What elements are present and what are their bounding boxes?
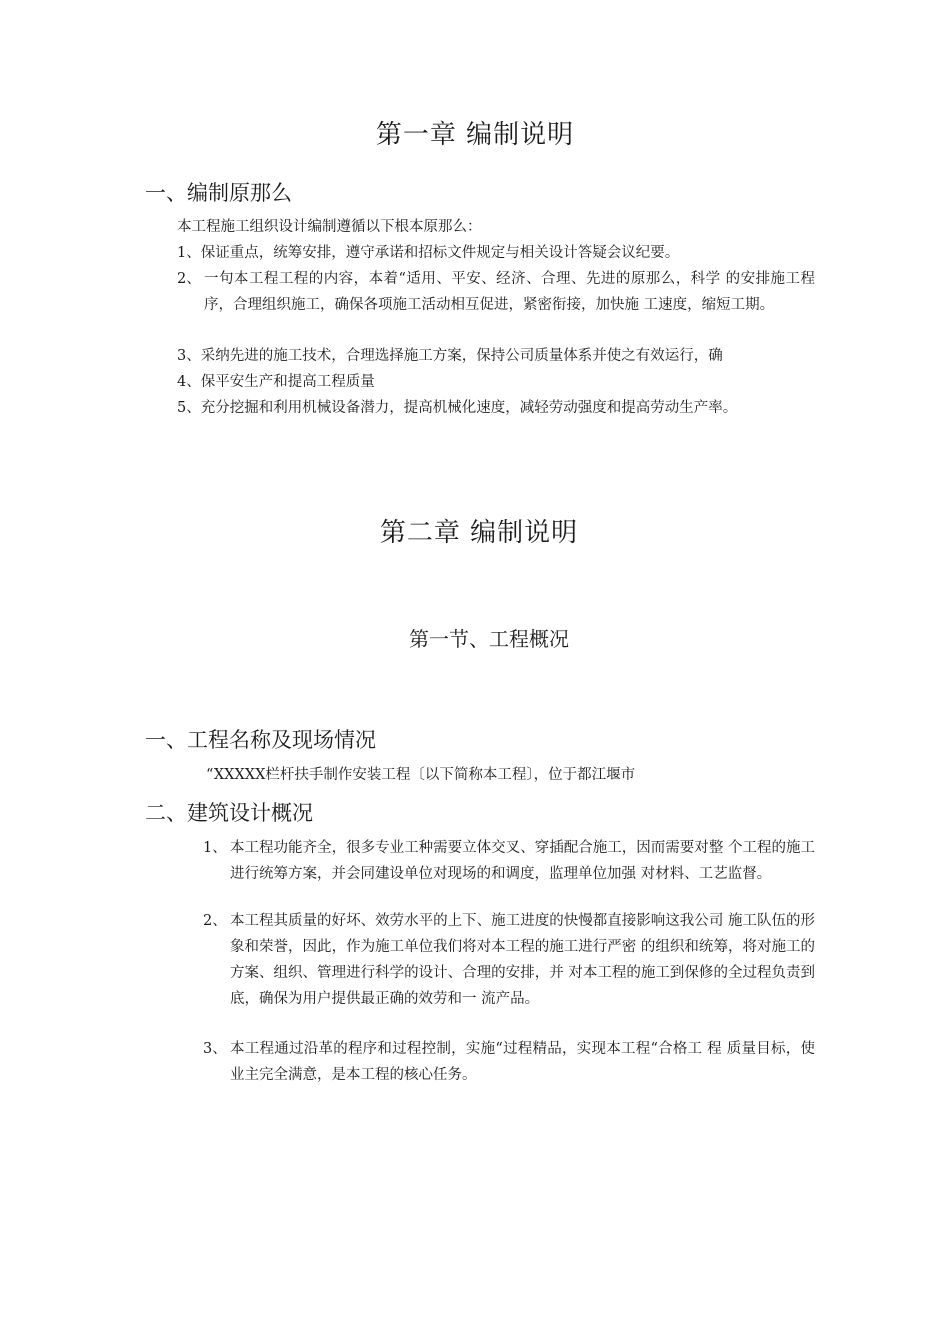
section-title: 第一节、工程概况: [409, 627, 569, 651]
item-text: 采纳先进的施工技术，合理选择施工方案，保持公司质量体系并使之有效运行，确: [200, 348, 723, 364]
project-line: “XXXXX栏杆扶手制作安装工程〔以下简称本工程〕，位于都江堰市: [206, 767, 636, 783]
chapter2-item-3: [203, 1036, 815, 1088]
chapter2-heading-1: 一、工程名称及现场情况: [145, 728, 376, 752]
chapter1-item-3: [177, 343, 723, 369]
chapter2-heading-2: 二、建筑设计概况: [145, 801, 313, 825]
item-text: 一句本工程工程的内容，本着“适用、平安、经济、合理、先进的原那么，科学 的安排施工程序，合理组织施工，确保各项施工活动相互促进，紧密衔接，加快施 工速度，缩短工期。: [204, 271, 815, 313]
item-text: 本工程其质量的好坏、效劳水平的上下、施工进度的快慢都直接影响这我公司 施工队伍的形象和荣誉，因此，作为施工单位我们将对本工程的施工进行严密 的组织和统筹，将对施工的方案、组织、管理进行科学的设计、合理的安排，并 对本工程的施工到保修的全过程负责到底，确保为用户提供最正确的效劳和一 流产品。: [230, 913, 815, 1007]
item-text: 保证重点，统筹安排，遵守承诺和招标文件规定与相关设计答疑会议纪要。: [200, 245, 680, 261]
chapter2-item-1: [203, 835, 815, 887]
item-text: 本工程通过沿革的程序和过程控制，实施“过程精品，实现本工程“合格工 程 质量目标，使业主完全满意，是本工程的核心任务。: [230, 1041, 815, 1083]
item-number: 3、: [203, 1041, 227, 1057]
chapter2-item-2: [203, 908, 815, 1012]
item-text: 本工程功能齐全，很多专业工种需要立体交叉、穿插配合施工，因而需要对整 个工程的施工进行统筹方案，并会同建设单位对现场的和调度，监理单位加强 对材料、工艺监督。: [230, 840, 815, 882]
item-number: 1、: [177, 245, 201, 261]
chapter1-intro: 本工程施工组织设计编制遵循以下根本原那么：: [177, 219, 482, 235]
item-number: 4、: [177, 374, 201, 390]
chapter1-item-2: [177, 266, 815, 318]
chapter2-title: 第二章 编制说明: [379, 518, 579, 548]
chapter1-item-4: [177, 369, 375, 395]
item-number: 3、: [177, 348, 201, 364]
chapter1-heading: 一、编制原那么: [145, 181, 292, 205]
item-number: 2、: [177, 271, 201, 287]
item-number: 5、: [177, 400, 201, 416]
item-number: 1、: [203, 840, 227, 856]
item-text: 保平安生产和提高工程质量: [200, 374, 375, 390]
chapter1-item-5: [177, 395, 737, 421]
chapter1-item-1: [177, 240, 679, 266]
item-number: 2、: [203, 913, 227, 929]
item-text: 充分挖掘和利用机械设备潜力，提高机械化速度，减轻劳动强度和提高劳动生产率。: [200, 400, 738, 416]
chapter1-title: 第一章 编制说明: [375, 120, 575, 150]
